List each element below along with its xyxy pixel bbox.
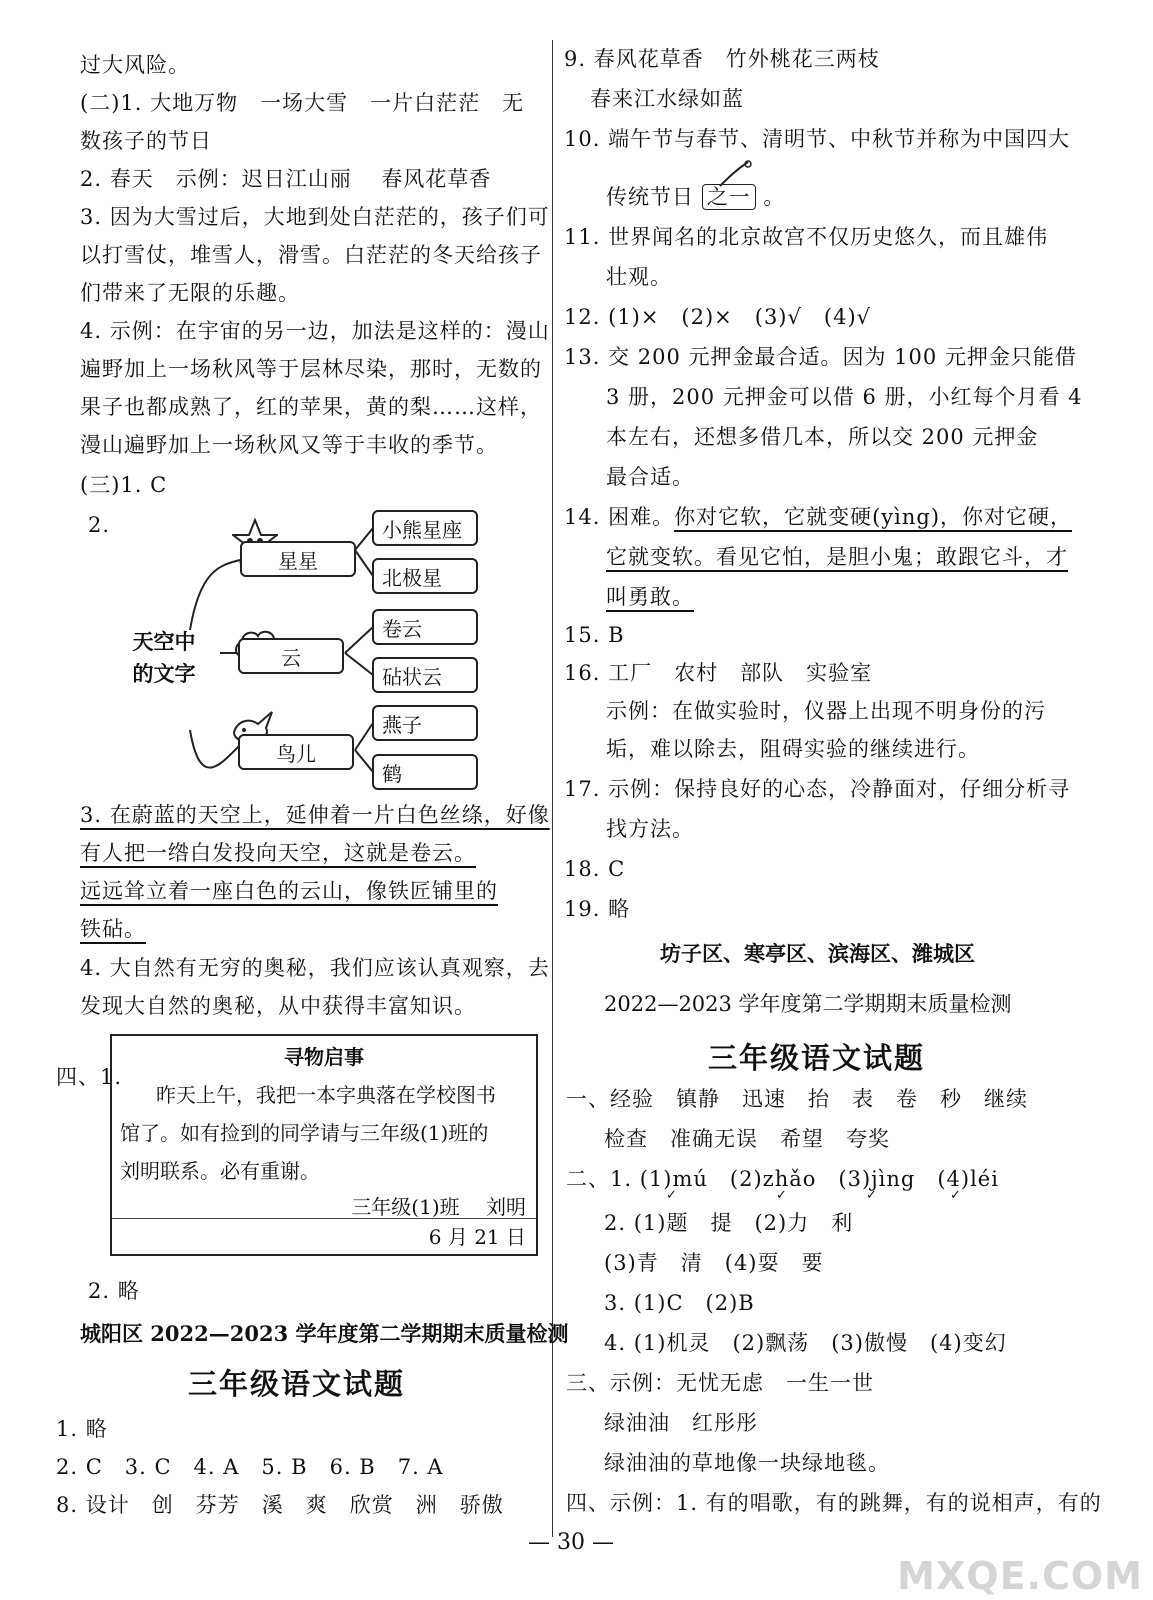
node-cloud-child: 卷云 — [372, 609, 478, 645]
exam-title: 三年级语文试题 — [188, 1367, 406, 1401]
node-bird-child: 鹤 — [372, 754, 478, 790]
text-line: 13. 交 200 元押金最合适。因为 100 元押金只能借 — [564, 345, 1077, 369]
text-line: 2. (1)题 提 (2)力 利 — [604, 1211, 854, 1235]
connector-star-c2 — [355, 550, 373, 576]
text-line: 三、示例：无忧无虑 一生一世 — [566, 1371, 874, 1395]
notice-body: 馆了。如有捡到的同学请与三年级(1)班的 — [120, 1121, 489, 1145]
notice-body: 昨天上午，我把一本字典落在学校图书 — [156, 1083, 496, 1107]
text-line: 3. (1)C (2)B — [604, 1291, 755, 1315]
text-line: (3)青 清 (4)耍 要 — [604, 1251, 824, 1275]
text-line: 春来江水绿如蓝 — [590, 87, 744, 111]
exam-heading: 2022—2023 学年度第二学期期末质量检测 — [604, 992, 1012, 1016]
notice-divider — [112, 1218, 536, 1219]
text-line: 一、经验 镇静 迅速 抬 表 卷 秒 继续 — [566, 1087, 1028, 1111]
text-line: 1. 略 — [56, 1417, 108, 1441]
notice-body: 刘明联系。必有重谢。 — [120, 1159, 320, 1183]
connector-star — [190, 560, 240, 630]
text-line: 12. (1)× (2)× (3)√ (4)√ — [564, 305, 872, 329]
text-line: 遍野加上一场秋风等于层林尽染，那时，无数的 — [80, 357, 542, 381]
text-fragment: 14. 困难。 — [564, 505, 675, 529]
text-line: 2. — [88, 513, 111, 537]
text-line: 有人把一绺白发投向天空，这就是卷云。 — [80, 841, 476, 865]
text-line: 数孩子的节日 — [80, 129, 212, 153]
check-mark: ✓ — [866, 1188, 877, 1203]
notice-date: 6 月 21 日 — [428, 1225, 526, 1249]
text-line: 二、1. (1)mú (2)zhǎo (3)jìng (4)léi — [566, 1167, 999, 1191]
node-bird-child: 燕子 — [372, 705, 478, 741]
text-line: 最合适。 — [606, 465, 694, 489]
node-bird: 鸟儿 — [238, 734, 354, 770]
exam-heading: 城阳区 2022—2023 学年度第二学期期末质量检测 — [80, 1321, 569, 1346]
text-line: 发现大自然的奥秘，从中获得丰富知识。 — [80, 994, 476, 1018]
exam-title: 三年级语文试题 — [708, 1041, 926, 1075]
text-line: 3 册，200 元押金可以借 6 册，小红每个月看 4 — [606, 385, 1083, 409]
connector-cloud-c2 — [345, 653, 373, 675]
text-line: 本左右，还想多借几本，所以交 200 元押金 — [606, 425, 1039, 449]
node-star: 星星 — [240, 541, 356, 577]
notice-title: 寻物启事 — [284, 1045, 364, 1069]
root-line-2: 的文字 — [132, 661, 196, 686]
text-line: 四、示例：1. 有的唱歌，有的跳舞，有的说相声，有的 — [566, 1491, 1102, 1515]
lost-item-notice — [110, 1034, 538, 1256]
watermark: MXQE.COM — [897, 1554, 1143, 1598]
text-line: 3. 因为大雪过后，大地到处白茫茫的，孩子们可 — [80, 205, 550, 229]
text-line: 绿油油的草地像一块绿地毯。 — [604, 1451, 890, 1475]
text-line: 它就变软。看见它怕，是胆小鬼；敢跟它斗，才 — [606, 545, 1068, 569]
insert-mark-icon — [718, 160, 754, 190]
text-line — [564, 502, 1072, 532]
text-line: 远远耸立着一座白色的云山，像铁匠铺里的 — [80, 879, 498, 903]
check-mark: ✓ — [776, 1188, 787, 1203]
root-line-1: 天空中 — [132, 629, 196, 654]
text-line: 以打雪仗，堆雪人，滑雪。白茫茫的冬天给孩子 — [80, 243, 542, 267]
text-line: 叫勇敢。 — [606, 585, 694, 609]
text-line: 漫山遍野加上一场秋风又等于丰收的季节。 — [80, 433, 498, 457]
marked-word: 之一 — [702, 184, 756, 210]
node-star-child: 小熊星座 — [372, 510, 478, 546]
text-line: 3. 在蔚蓝的天空上，延伸着一片白色丝绦，好像 — [80, 803, 550, 827]
text-line: 18. C — [564, 857, 626, 881]
node-star-child: 北极星 — [372, 558, 478, 594]
text-line: 找方法。 — [606, 817, 694, 841]
text-line: 4. 大自然有无穷的奥秘，我们应该认真观察，去 — [80, 956, 550, 980]
text-line: 示例：在做实验时，仪器上出现不明身份的污 — [606, 699, 1046, 723]
connector-bird-c2 — [355, 750, 373, 772]
connector-cloud-c1 — [345, 627, 373, 653]
text-line: 16. 工厂 农村 部队 实验室 — [564, 661, 873, 685]
text-line: 铁砧。 — [80, 917, 146, 941]
check-mark: ✓ — [950, 1188, 961, 1203]
text-line: 8. 设计 创 芬芳 溪 爽 欣赏 洲 骄傲 — [56, 1493, 504, 1517]
text-line: 们带来了无限的乐趣。 — [80, 281, 300, 305]
text-line: (三)1. C — [80, 473, 168, 497]
text-line: 17. 示例：保持良好的心态，冷静面对，仔细分析寻 — [564, 777, 1071, 801]
text-line: 4. 示例：在宇宙的另一边，加法是这样的：漫山 — [80, 319, 550, 343]
connector-star-c1 — [355, 528, 373, 550]
text-line — [606, 182, 785, 212]
text-line: 2. 略 — [88, 1279, 140, 1303]
node-cloud-child: 砧状云 — [372, 657, 478, 693]
text-line: 壮观。 — [606, 265, 672, 289]
text-line: 2. 春天 示例：迟日江山丽 春风花草香 — [80, 167, 492, 191]
text-line: 19. 略 — [564, 897, 631, 921]
text-line: 4. (1)机灵 (2)飘荡 (3)傲慢 (4)变幻 — [604, 1331, 1007, 1355]
text-line: 10. 端午节与春节、清明节、中秋节并称为中国四大 — [564, 127, 1071, 151]
text-line: 9. 春风花草香 竹外桃花三两枝 — [564, 47, 880, 71]
text-fragment: 传统节日 — [606, 185, 694, 209]
text-line: 垢，难以除去，阻碍实验的继续进行。 — [606, 737, 980, 761]
text-line: 检查 准确无误 希望 夸奖 — [604, 1127, 890, 1151]
underlined-text: 你对它软，它就变硬(yìng)，你对它硬， — [674, 505, 1073, 529]
column-divider — [552, 40, 553, 1537]
text-line: (二)1. 大地万物 一场大雪 一片白茫茫 无 — [80, 91, 525, 115]
connector-bird-c1 — [355, 723, 373, 750]
text-fragment: 。 — [763, 185, 786, 209]
text-line: 11. 世界闻名的北京故宫不仅历史悠久，而且雄伟 — [564, 225, 1049, 249]
page-number: — 30 — — [528, 1530, 614, 1555]
notice-signature: 三年级(1)班 刘明 — [351, 1195, 526, 1219]
district-heading: 坊子区、寒亭区、滨海区、潍城区 — [660, 941, 975, 966]
check-mark: ✓ — [666, 1188, 677, 1203]
text-line: 2. C 3. C 4. A 5. B 6. B 7. A — [56, 1455, 444, 1479]
text-line: 15. B — [564, 623, 625, 647]
question-label: 四、1. — [56, 1065, 123, 1089]
mind-map-root — [126, 626, 202, 690]
text-line: 绿油油 红彤彤 — [604, 1411, 758, 1435]
node-cloud: 云 — [238, 638, 344, 674]
text-line: 果子也都成熟了，红的苹果，黄的梨……这样， — [80, 395, 542, 419]
text-line: 过大风险。 — [80, 53, 190, 77]
